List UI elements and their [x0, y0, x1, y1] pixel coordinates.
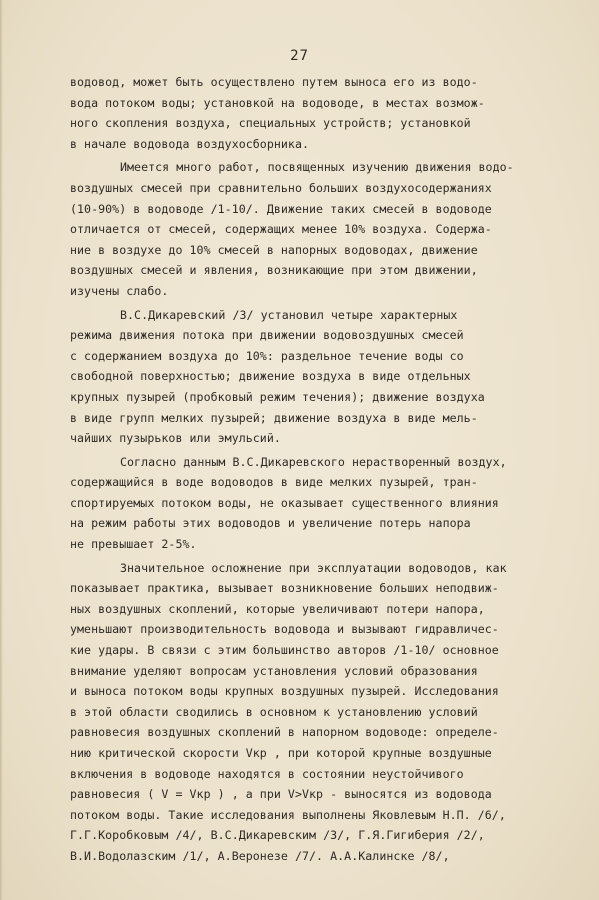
text-line: в начале водовода воздухосборника.: [70, 136, 310, 151]
text-line: внимание уделяют вопросам установления условий образования: [70, 663, 478, 678]
text-line: крупных пузырей (пробковый режим течения); движение воздуха: [70, 389, 485, 404]
page-number: 27: [290, 48, 309, 64]
text-line: с содержанием воздуха до 10%: раздельное течение воды со: [70, 348, 464, 363]
text-line: показывает практика, вызывает возникновение больших неподвиж-: [70, 581, 499, 596]
text-line: равновесия ( V = Vкр ) , а при V>Vкр - выносятся из водовода: [70, 787, 492, 802]
body-text: [70, 72, 570, 867]
text-line: чайших пузырьков или эмульсий.: [70, 431, 281, 446]
text-line: ных воздушных скоплений, которые увеличивают потери напора,: [70, 601, 485, 616]
text-line: отличается от смесей, содержащих менее 10% воздуха. Содержа-: [70, 222, 492, 237]
text-line: в этой области сводились в основном к установлению условий: [70, 704, 478, 719]
text-line: Г.Г.Коробковым /4/, В.С.Дикаревским /3/, Г.Я.Гигиберия /2/,: [70, 828, 485, 843]
scan-edge-shadow: [0, 0, 3, 900]
text-line: свободной поверхностью; движение воздуха в виде отдельных: [70, 369, 471, 384]
text-line: (10-90%) в водоводе /1-10/. Движение таких смесей в водоводе: [70, 201, 492, 216]
text-line: и выноса потоком воды крупных воздушных пузырей. Исследования: [70, 684, 499, 699]
text-line: не превышает 2-5%.: [70, 537, 197, 552]
text-line: изучены слабо.: [70, 283, 169, 298]
text-line: равновесия воздушных скоплений в напорном водоводе: определе-: [70, 725, 499, 740]
text-line: ние в воздухе до 10% смесей в напорных водоводах, движение: [70, 242, 478, 257]
text-line: потоком воды. Такие исследования выполнены Яковлевым Н.П. /6/,: [70, 807, 506, 822]
text-line: содержащийся в воде водоводов в виде мелких пузырей, тран-: [70, 475, 478, 490]
text-line: на режим работы этих водоводов и увеличение потерь напора: [70, 516, 471, 531]
text-line: Значительное осложнение при эксплуатации водоводов, как: [120, 560, 507, 575]
text-line: воздушных смесей при сравнительно больших воздухосодержаниях: [70, 180, 492, 195]
text-line: нию критической скорости Vкр , при которой крупные воздушные: [70, 746, 492, 760]
text-line: спортируемых потоком воды, не оказывает существенного влияния: [70, 495, 499, 510]
text-line: в виде групп мелких пузырей; движение воздуха в виде мель-: [70, 410, 478, 425]
text-line: ного скопления воздуха, специальных устройств; установкой: [70, 116, 471, 131]
text-line: уменьшают производительность водовода и вызывают гидравличес-: [70, 622, 499, 637]
text-line: Имеется много работ, посвященных изучению движения водо-: [120, 160, 514, 175]
text-line: В.И.Водолазским /1/, А.Веронезе /7/. А.А.Калинске /8/,: [70, 848, 450, 863]
text-line: В.С.Дикаревский /3/ установил четыре характерных: [120, 307, 458, 322]
text-line: Согласно данным В.С.Дикаревского нерастворенный воздух,: [120, 454, 507, 469]
text-line: кие удары. В связи с этим большинство авторов /1-10/ основное: [70, 643, 499, 658]
text-line: включения в водоводе находятся в состоянии неустойчивого: [70, 766, 464, 781]
text-line: вода потоком воды; установкой на водоводе, в местах возмож-: [70, 95, 485, 110]
text-line: водовод, может быть осуществлено путем выноса его из водо-: [70, 75, 478, 89]
text-line: режима движения потока при движении водовоздушных смесей: [70, 328, 464, 343]
text-line: воздушных смесей и явления, возникающие при этом движении,: [70, 263, 478, 278]
